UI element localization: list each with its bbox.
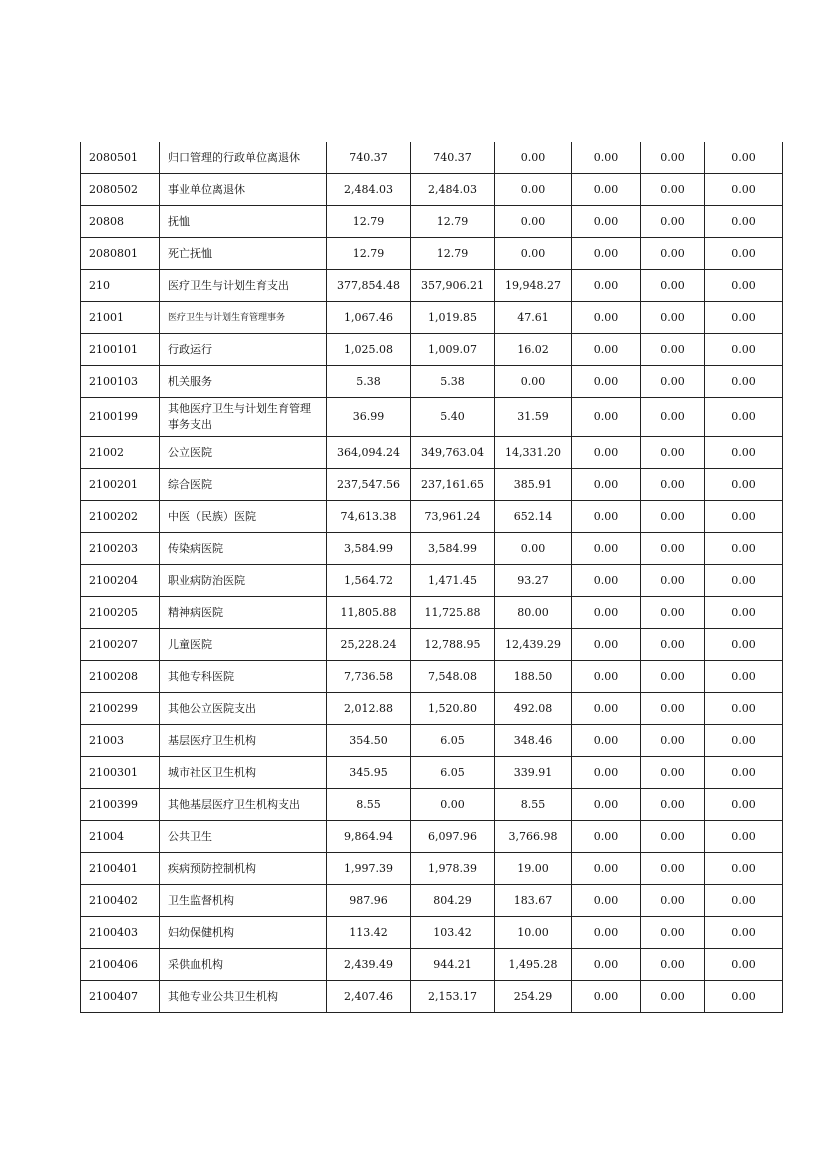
table-row <box>81 206 783 238</box>
amount-cell: 0.00 <box>705 437 783 469</box>
amount-cell: 1,978.39 <box>411 853 495 885</box>
subject-code-cell: 2100202 <box>81 501 160 533</box>
amount-cell: 0.00 <box>705 757 783 789</box>
amount-cell: 2,153.17 <box>411 981 495 1013</box>
amount-cell: 254.29 <box>495 981 572 1013</box>
amount-cell: 0.00 <box>705 334 783 366</box>
amount-cell: 0.00 <box>641 206 705 238</box>
subject-name-cell: 职业病防治医院 <box>160 565 327 597</box>
subject-code-cell: 2100199 <box>81 398 160 437</box>
subject-code-cell: 2100205 <box>81 597 160 629</box>
table-row <box>81 597 783 629</box>
subject-code-cell: 2100407 <box>81 981 160 1013</box>
amount-cell: 7,736.58 <box>327 661 411 693</box>
amount-cell: 31.59 <box>495 398 572 437</box>
amount-cell: 188.50 <box>495 661 572 693</box>
subject-code-cell: 2100402 <box>81 885 160 917</box>
amount-cell: 3,766.98 <box>495 821 572 853</box>
table-row <box>81 629 783 661</box>
amount-cell: 364,094.24 <box>327 437 411 469</box>
amount-cell: 0.00 <box>572 661 641 693</box>
expenditure-table <box>80 142 783 1013</box>
amount-cell: 0.00 <box>495 238 572 270</box>
table-row <box>81 789 783 821</box>
amount-cell: 0.00 <box>705 821 783 853</box>
amount-cell: 0.00 <box>641 302 705 334</box>
amount-cell: 0.00 <box>495 174 572 206</box>
subject-code-cell: 21003 <box>81 725 160 757</box>
amount-cell: 348.46 <box>495 725 572 757</box>
amount-cell: 0.00 <box>641 238 705 270</box>
amount-cell: 652.14 <box>495 501 572 533</box>
subject-name-cell: 精神病医院 <box>160 597 327 629</box>
amount-cell: 0.00 <box>641 469 705 501</box>
amount-cell: 1,471.45 <box>411 565 495 597</box>
subject-name-cell: 儿童医院 <box>160 629 327 661</box>
amount-cell: 0.00 <box>572 302 641 334</box>
budget-table-container <box>80 142 783 1013</box>
subject-code-cell: 2100101 <box>81 334 160 366</box>
amount-cell: 0.00 <box>641 693 705 725</box>
amount-cell: 10.00 <box>495 917 572 949</box>
amount-cell: 1,997.39 <box>327 853 411 885</box>
table-row <box>81 334 783 366</box>
subject-code-cell: 20808 <box>81 206 160 238</box>
amount-cell: 93.27 <box>495 565 572 597</box>
subject-name-cell: 卫生监督机构 <box>160 885 327 917</box>
amount-cell: 0.00 <box>572 533 641 565</box>
amount-cell: 0.00 <box>705 238 783 270</box>
amount-cell: 12.79 <box>327 238 411 270</box>
amount-cell: 2,484.03 <box>411 174 495 206</box>
table-row <box>81 565 783 597</box>
amount-cell: 492.08 <box>495 693 572 725</box>
amount-cell: 0.00 <box>495 366 572 398</box>
amount-cell: 385.91 <box>495 469 572 501</box>
table-row <box>81 142 783 174</box>
amount-cell: 357,906.21 <box>411 270 495 302</box>
amount-cell: 0.00 <box>572 981 641 1013</box>
amount-cell: 0.00 <box>705 725 783 757</box>
amount-cell: 0.00 <box>572 821 641 853</box>
table-row <box>81 821 783 853</box>
subject-name-cell: 医疗卫生与计划生育支出 <box>160 270 327 302</box>
amount-cell: 0.00 <box>572 885 641 917</box>
amount-cell: 36.99 <box>327 398 411 437</box>
amount-cell: 377,854.48 <box>327 270 411 302</box>
amount-cell: 0.00 <box>641 334 705 366</box>
table-row <box>81 501 783 533</box>
amount-cell: 1,564.72 <box>327 565 411 597</box>
amount-cell: 3,584.99 <box>327 533 411 565</box>
amount-cell: 5.40 <box>411 398 495 437</box>
subject-name-cell: 疾病预防控制机构 <box>160 853 327 885</box>
amount-cell: 1,520.80 <box>411 693 495 725</box>
amount-cell: 740.37 <box>411 142 495 174</box>
amount-cell: 0.00 <box>572 142 641 174</box>
amount-cell: 25,228.24 <box>327 629 411 661</box>
subject-name-cell: 传染病医院 <box>160 533 327 565</box>
amount-cell: 0.00 <box>572 174 641 206</box>
subject-code-cell: 2100406 <box>81 949 160 981</box>
amount-cell: 339.91 <box>495 757 572 789</box>
subject-name-cell: 机关服务 <box>160 366 327 398</box>
amount-cell: 0.00 <box>572 597 641 629</box>
amount-cell: 2,407.46 <box>327 981 411 1013</box>
amount-cell: 6,097.96 <box>411 821 495 853</box>
amount-cell: 0.00 <box>572 366 641 398</box>
table-row <box>81 725 783 757</box>
amount-cell: 0.00 <box>495 206 572 238</box>
amount-cell: 0.00 <box>705 789 783 821</box>
amount-cell: 1,025.08 <box>327 334 411 366</box>
subject-name-cell: 中医（民族）医院 <box>160 501 327 533</box>
amount-cell: 804.29 <box>411 885 495 917</box>
subject-name-cell: 死亡抚恤 <box>160 238 327 270</box>
amount-cell: 0.00 <box>705 270 783 302</box>
amount-cell: 0.00 <box>705 949 783 981</box>
amount-cell: 0.00 <box>705 302 783 334</box>
amount-cell: 0.00 <box>641 917 705 949</box>
table-row <box>81 469 783 501</box>
amount-cell: 0.00 <box>705 917 783 949</box>
subject-code-cell: 2100301 <box>81 757 160 789</box>
amount-cell: 345.95 <box>327 757 411 789</box>
subject-name-cell: 其他专业公共卫生机构 <box>160 981 327 1013</box>
subject-code-cell: 21002 <box>81 437 160 469</box>
subject-name-cell: 抚恤 <box>160 206 327 238</box>
amount-cell: 14,331.20 <box>495 437 572 469</box>
subject-code-cell: 2100208 <box>81 661 160 693</box>
subject-name-cell: 医疗卫生与计划生育管理事务 <box>160 302 327 334</box>
amount-cell: 0.00 <box>572 949 641 981</box>
amount-cell: 0.00 <box>705 142 783 174</box>
amount-cell: 0.00 <box>705 206 783 238</box>
amount-cell: 0.00 <box>495 142 572 174</box>
amount-cell: 1,009.07 <box>411 334 495 366</box>
amount-cell: 19,948.27 <box>495 270 572 302</box>
amount-cell: 740.37 <box>327 142 411 174</box>
amount-cell: 0.00 <box>641 533 705 565</box>
amount-cell: 0.00 <box>495 533 572 565</box>
subject-code-cell: 2100204 <box>81 565 160 597</box>
amount-cell: 0.00 <box>641 949 705 981</box>
amount-cell: 0.00 <box>705 366 783 398</box>
amount-cell: 47.61 <box>495 302 572 334</box>
table-row <box>81 693 783 725</box>
amount-cell: 349,763.04 <box>411 437 495 469</box>
table-row <box>81 757 783 789</box>
table-row <box>81 853 783 885</box>
amount-cell: 12,788.95 <box>411 629 495 661</box>
subject-name-cell: 综合医院 <box>160 469 327 501</box>
amount-cell: 987.96 <box>327 885 411 917</box>
table-row <box>81 437 783 469</box>
amount-cell: 0.00 <box>572 238 641 270</box>
amount-cell: 0.00 <box>641 366 705 398</box>
amount-cell: 0.00 <box>572 206 641 238</box>
amount-cell: 0.00 <box>641 821 705 853</box>
amount-cell: 0.00 <box>572 757 641 789</box>
amount-cell: 12.79 <box>411 206 495 238</box>
amount-cell: 1,495.28 <box>495 949 572 981</box>
subject-name-cell: 事业单位离退休 <box>160 174 327 206</box>
amount-cell: 0.00 <box>641 725 705 757</box>
subject-code-cell: 2100299 <box>81 693 160 725</box>
amount-cell: 0.00 <box>641 565 705 597</box>
subject-code-cell: 21001 <box>81 302 160 334</box>
table-row <box>81 398 783 437</box>
amount-cell: 0.00 <box>641 981 705 1013</box>
amount-cell: 0.00 <box>641 789 705 821</box>
amount-cell: 0.00 <box>705 661 783 693</box>
subject-code-cell: 2100203 <box>81 533 160 565</box>
amount-cell: 0.00 <box>705 597 783 629</box>
amount-cell: 944.21 <box>411 949 495 981</box>
subject-name-cell: 公立医院 <box>160 437 327 469</box>
subject-code-cell: 2080501 <box>81 142 160 174</box>
amount-cell: 354.50 <box>327 725 411 757</box>
amount-cell: 0.00 <box>572 725 641 757</box>
amount-cell: 0.00 <box>572 469 641 501</box>
subject-code-cell: 2100207 <box>81 629 160 661</box>
amount-cell: 0.00 <box>641 142 705 174</box>
subject-name-cell: 采供血机构 <box>160 949 327 981</box>
table-row <box>81 661 783 693</box>
amount-cell: 0.00 <box>572 437 641 469</box>
subject-name-cell: 其他公立医院支出 <box>160 693 327 725</box>
subject-name-cell: 基层医疗卫生机构 <box>160 725 327 757</box>
subject-code-cell: 2080801 <box>81 238 160 270</box>
amount-cell: 0.00 <box>705 398 783 437</box>
amount-cell: 0.00 <box>641 661 705 693</box>
table-row <box>81 917 783 949</box>
amount-cell: 0.00 <box>572 270 641 302</box>
amount-cell: 6.05 <box>411 725 495 757</box>
amount-cell: 1,067.46 <box>327 302 411 334</box>
amount-cell: 8.55 <box>327 789 411 821</box>
table-row <box>81 533 783 565</box>
amount-cell: 103.42 <box>411 917 495 949</box>
amount-cell: 0.00 <box>572 853 641 885</box>
subject-name-cell: 公共卫生 <box>160 821 327 853</box>
amount-cell: 0.00 <box>572 789 641 821</box>
subject-code-cell: 21004 <box>81 821 160 853</box>
amount-cell: 5.38 <box>327 366 411 398</box>
amount-cell: 16.02 <box>495 334 572 366</box>
amount-cell: 0.00 <box>641 597 705 629</box>
amount-cell: 11,805.88 <box>327 597 411 629</box>
amount-cell: 73,961.24 <box>411 501 495 533</box>
amount-cell: 0.00 <box>705 693 783 725</box>
subject-code-cell: 2100103 <box>81 366 160 398</box>
table-row <box>81 949 783 981</box>
amount-cell: 0.00 <box>641 853 705 885</box>
amount-cell: 11,725.88 <box>411 597 495 629</box>
amount-cell: 0.00 <box>411 789 495 821</box>
amount-cell: 0.00 <box>705 533 783 565</box>
subject-code-cell: 2100401 <box>81 853 160 885</box>
amount-cell: 0.00 <box>572 917 641 949</box>
subject-code-cell: 2100201 <box>81 469 160 501</box>
amount-cell: 183.67 <box>495 885 572 917</box>
table-row <box>81 302 783 334</box>
amount-cell: 5.38 <box>411 366 495 398</box>
amount-cell: 0.00 <box>572 629 641 661</box>
table-row <box>81 885 783 917</box>
amount-cell: 0.00 <box>641 629 705 661</box>
amount-cell: 0.00 <box>705 501 783 533</box>
amount-cell: 7,548.08 <box>411 661 495 693</box>
amount-cell: 2,484.03 <box>327 174 411 206</box>
subject-name-cell: 妇幼保健机构 <box>160 917 327 949</box>
amount-cell: 6.05 <box>411 757 495 789</box>
amount-cell: 0.00 <box>641 501 705 533</box>
amount-cell: 0.00 <box>641 885 705 917</box>
amount-cell: 8.55 <box>495 789 572 821</box>
amount-cell: 113.42 <box>327 917 411 949</box>
amount-cell: 9,864.94 <box>327 821 411 853</box>
amount-cell: 0.00 <box>572 334 641 366</box>
amount-cell: 0.00 <box>705 565 783 597</box>
subject-name-cell: 其他医疗卫生与计划生育管理事务支出 <box>160 398 327 437</box>
subject-code-cell: 2100399 <box>81 789 160 821</box>
table-row <box>81 981 783 1013</box>
amount-cell: 0.00 <box>641 757 705 789</box>
amount-cell: 19.00 <box>495 853 572 885</box>
amount-cell: 0.00 <box>641 398 705 437</box>
amount-cell: 0.00 <box>641 174 705 206</box>
amount-cell: 0.00 <box>705 981 783 1013</box>
amount-cell: 0.00 <box>641 437 705 469</box>
subject-name-cell: 其他专科医院 <box>160 661 327 693</box>
amount-cell: 12,439.29 <box>495 629 572 661</box>
amount-cell: 0.00 <box>705 885 783 917</box>
amount-cell: 0.00 <box>572 398 641 437</box>
amount-cell: 12.79 <box>411 238 495 270</box>
subject-name-cell: 其他基层医疗卫生机构支出 <box>160 789 327 821</box>
amount-cell: 0.00 <box>572 565 641 597</box>
subject-code-cell: 2080502 <box>81 174 160 206</box>
table-row <box>81 270 783 302</box>
amount-cell: 0.00 <box>705 853 783 885</box>
subject-name-cell: 城市社区卫生机构 <box>160 757 327 789</box>
amount-cell: 74,613.38 <box>327 501 411 533</box>
table-body <box>81 142 783 1013</box>
amount-cell: 0.00 <box>705 469 783 501</box>
amount-cell: 237,547.56 <box>327 469 411 501</box>
amount-cell: 237,161.65 <box>411 469 495 501</box>
subject-name-cell: 行政运行 <box>160 334 327 366</box>
amount-cell: 0.00 <box>705 174 783 206</box>
amount-cell: 12.79 <box>327 206 411 238</box>
amount-cell: 2,439.49 <box>327 949 411 981</box>
amount-cell: 2,012.88 <box>327 693 411 725</box>
amount-cell: 0.00 <box>572 693 641 725</box>
amount-cell: 0.00 <box>705 629 783 661</box>
subject-code-cell: 210 <box>81 270 160 302</box>
amount-cell: 1,019.85 <box>411 302 495 334</box>
amount-cell: 3,584.99 <box>411 533 495 565</box>
subject-name-cell: 归口管理的行政单位离退休 <box>160 142 327 174</box>
amount-cell: 80.00 <box>495 597 572 629</box>
table-row <box>81 238 783 270</box>
subject-code-cell: 2100403 <box>81 917 160 949</box>
table-row <box>81 174 783 206</box>
amount-cell: 0.00 <box>572 501 641 533</box>
table-row <box>81 366 783 398</box>
amount-cell: 0.00 <box>641 270 705 302</box>
